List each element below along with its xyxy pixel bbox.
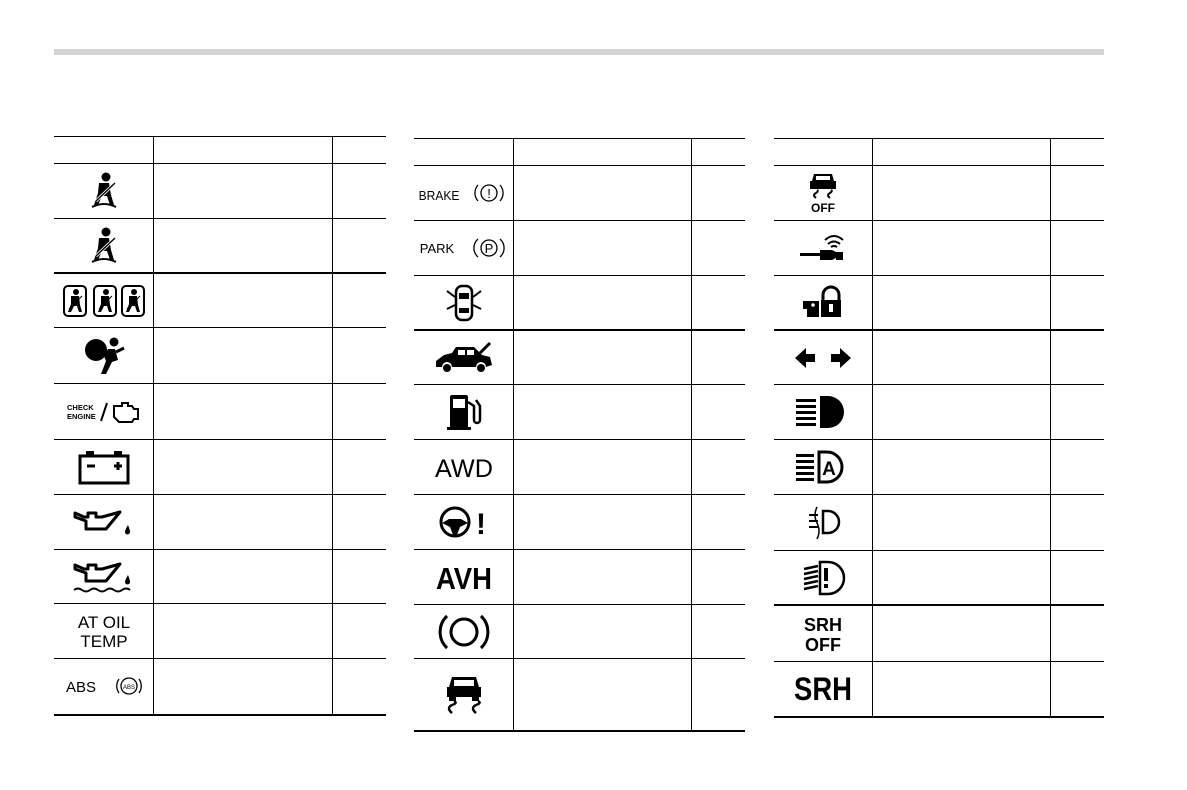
svg-text:SRH: SRH <box>794 671 852 707</box>
low-oil-level-icon <box>54 550 153 603</box>
svg-text:AT OIL: AT OIL <box>77 613 130 632</box>
at-oil-temp-icon <box>54 604 153 658</box>
headlight-leveling-warning-icon <box>774 551 872 604</box>
svg-text:P: P <box>484 241 493 256</box>
column-divider <box>153 136 154 714</box>
table-header-rule <box>414 138 745 139</box>
oil-pressure-warning-icon <box>54 495 153 549</box>
front-fog-light-icon <box>774 495 872 550</box>
brake-hold-icon <box>414 605 513 658</box>
adaptive-high-beam-icon <box>774 440 872 494</box>
svg-text:PARK: PARK <box>419 241 454 256</box>
indicator-table-middle <box>414 138 745 732</box>
parking-brake-icon <box>414 221 513 275</box>
table-header-rule <box>774 138 1104 139</box>
column-divider <box>513 138 514 730</box>
awd-warning-icon <box>414 440 513 494</box>
low-fuel-warning-icon <box>414 385 513 439</box>
abs-warning-icon <box>54 659 153 712</box>
srs-airbag-warning-icon <box>54 328 153 383</box>
svg-text:OFF: OFF <box>811 201 835 215</box>
svg-text:!: ! <box>475 508 486 541</box>
svg-text:SRH: SRH <box>803 614 843 635</box>
svg-text:!: ! <box>486 186 491 201</box>
column-divider <box>1050 138 1051 716</box>
security-lock-icon <box>774 276 872 329</box>
vehicle-dynamics-control-icon <box>414 659 513 728</box>
table-header-rule <box>54 136 386 137</box>
svg-text:ABS: ABS <box>122 684 135 691</box>
rear-seatbelt-reminder-icon <box>54 274 153 327</box>
indicator-table-left <box>54 136 386 716</box>
srh-icon <box>774 662 872 714</box>
high-beam-icon <box>774 385 872 439</box>
svg-text:A: A <box>822 459 836 480</box>
security-key-icon <box>774 221 872 275</box>
svg-text:AVH: AVH <box>435 561 492 596</box>
header-rule <box>54 49 1104 55</box>
srh-off-icon <box>774 606 872 661</box>
svg-text:AWD: AWD <box>434 455 493 483</box>
trunk-open-warning-icon <box>414 331 513 384</box>
svg-text:ABS: ABS <box>65 678 96 696</box>
column-divider <box>332 136 333 714</box>
passenger-seatbelt-warning-icon <box>54 219 153 272</box>
brake-system-warning-icon <box>414 166 513 220</box>
svg-text:TEMP: TEMP <box>79 632 128 651</box>
column-divider <box>872 138 873 716</box>
vdc-off-icon <box>774 166 872 220</box>
turn-signal-icon <box>774 331 872 384</box>
column-divider <box>691 138 692 730</box>
check-engine-icon <box>54 384 153 439</box>
indicator-table-right <box>774 138 1104 718</box>
charge-warning-battery-icon <box>54 440 153 494</box>
svg-text:BRAKE: BRAKE <box>418 188 459 203</box>
svg-text:OFF: OFF <box>805 634 841 655</box>
door-open-warning-icon <box>414 276 513 329</box>
svg-text:ENGINE: ENGINE <box>66 411 96 421</box>
power-steering-warning-icon <box>414 495 513 549</box>
svg-text:CHECK: CHECK <box>66 402 94 412</box>
seatbelt-warning-icon <box>54 164 153 218</box>
auto-vehicle-hold-icon <box>414 550 513 604</box>
